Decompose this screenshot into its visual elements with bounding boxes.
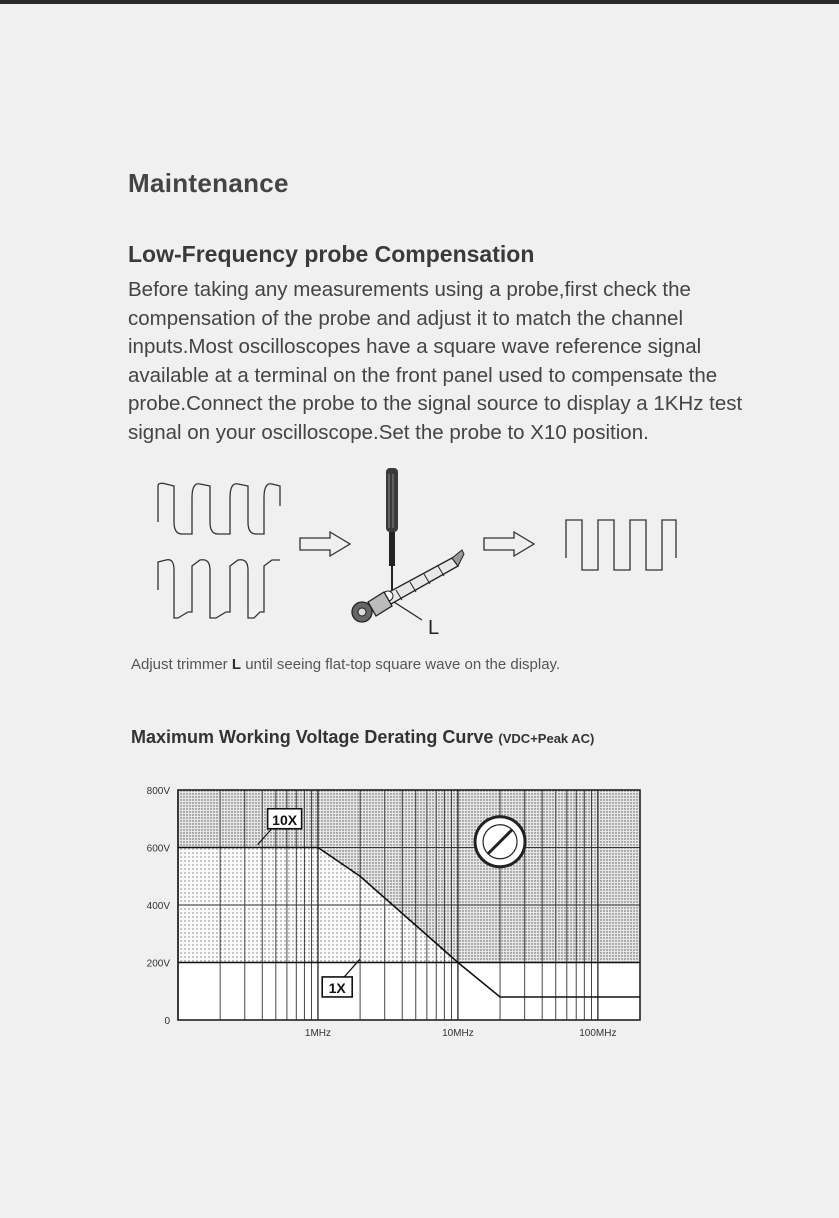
page-title: Maintenance (128, 168, 289, 198)
x-tick-label: 10MHz (442, 1028, 474, 1039)
chart-subtitle: (VDC+Peak AC) (498, 731, 595, 746)
series-tag-10x: 10X (272, 811, 298, 828)
figure-caption (131, 656, 560, 673)
caption-text: Adjust trimmer (131, 656, 232, 673)
y-tick-label: 200V (146, 958, 170, 970)
overcompensated-waveform (158, 483, 280, 534)
derating-curve-chart (120, 772, 700, 1052)
chart-title (131, 727, 594, 748)
screwdriver-icon (386, 468, 398, 590)
page-top-edge (0, 0, 839, 4)
series-tag-1x: 1X (328, 979, 346, 996)
probe-compensation-illustration (140, 462, 700, 642)
x-tick-label: 100MHz (579, 1028, 617, 1039)
chart-title-text: Maximum Working Voltage Derating Curve (131, 727, 494, 747)
x-tick-label: 1MHz (304, 1028, 332, 1039)
compensated-waveform (566, 520, 676, 570)
arrow-right-icon (484, 532, 534, 556)
section-title: Low-Frequency probe Compensation (128, 241, 535, 267)
caption-text: until seeing flat-top square wave on the display. (241, 656, 561, 673)
trimmer-label: L (428, 617, 440, 639)
y-tick-label: 0 (164, 1016, 170, 1027)
y-tick-label: 600V (146, 843, 170, 855)
compensation-paragraph: Before taking any measurements using a probe,first check the compensation of the probe and adjust it to match the channel inputs.Most oscilloscopes have a square wave reference signal available at a terminal on the front panel used to compensate the probe.Connect the probe to the signal source to display a 1KHz test signal on your oscilloscope.Set the probe to X10 position. (128, 278, 743, 444)
y-tick-label: 400V (146, 901, 170, 912)
probe-icon (352, 550, 464, 622)
probe-1x-region (178, 963, 640, 1021)
undercompensated-waveform (158, 560, 280, 618)
arrow-right-icon (300, 532, 350, 556)
y-tick-label: 800V (146, 786, 170, 797)
caption-trimmer-ref: L (231, 656, 242, 673)
